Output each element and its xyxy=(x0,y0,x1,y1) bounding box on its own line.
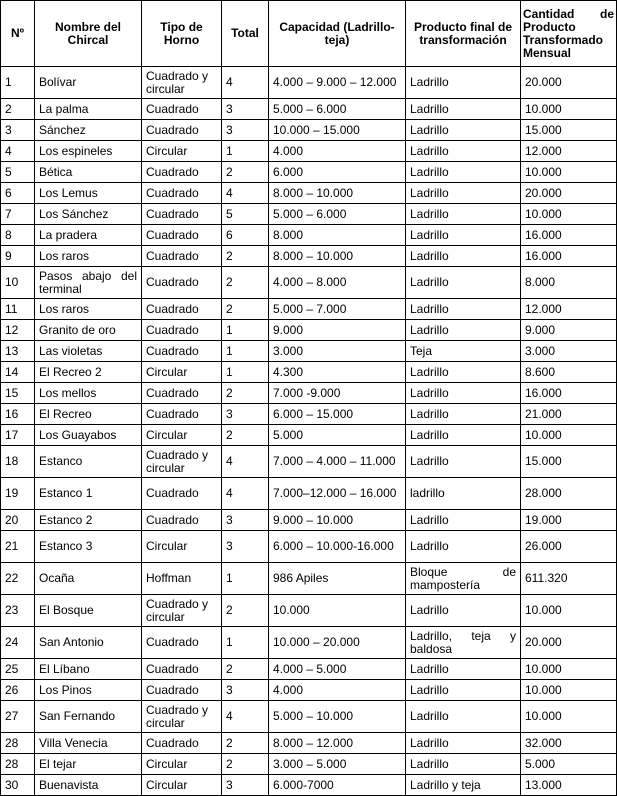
cell-capacidad: 9.000 xyxy=(269,320,406,341)
cell-numero: 27 xyxy=(1,701,35,733)
table-row xyxy=(1,680,617,701)
cell-total: 1 xyxy=(222,627,269,659)
cell-capacidad: 5.000 – 6.000 xyxy=(269,99,406,120)
cell-capacidad: 10.000 xyxy=(269,595,406,627)
cell-cantidad: 10.000 xyxy=(521,425,617,446)
cell-cantidad: 32.000 xyxy=(521,733,617,754)
cell-numero: 18 xyxy=(1,446,35,478)
cell-tipo-horno: Cuadrado y circular xyxy=(142,67,222,99)
cell-tipo-horno: Cuadrado xyxy=(142,162,222,183)
cell-tipo-horno: Cuadrado xyxy=(142,680,222,701)
cell-total: 3 xyxy=(222,531,269,563)
cell-nombre: Los Pinos xyxy=(35,680,142,701)
cell-nombre: Bolívar xyxy=(35,67,142,99)
cell-capacidad: 10.000 – 15.000 xyxy=(269,120,406,141)
cell-producto: Ladrillo xyxy=(406,531,521,563)
cell-tipo-horno: Cuadrado xyxy=(142,659,222,680)
table-row xyxy=(1,775,617,796)
cell-total: 2 xyxy=(222,754,269,775)
header-numero: Nº xyxy=(1,1,35,67)
cell-capacidad: 5.000 – 10.000 xyxy=(269,701,406,733)
cell-tipo-horno: Cuadrado xyxy=(142,204,222,225)
cell-capacidad: 4.000 xyxy=(269,141,406,162)
cell-total: 2 xyxy=(222,162,269,183)
cell-numero: 22 xyxy=(1,563,35,595)
cell-capacidad: 4.000 xyxy=(269,680,406,701)
cell-numero: 11 xyxy=(1,299,35,320)
cell-tipo-horno: Cuadrado y circular xyxy=(142,446,222,478)
cell-cantidad: 8.600 xyxy=(521,362,617,383)
cell-total: 3 xyxy=(222,99,269,120)
cell-numero: 7 xyxy=(1,204,35,225)
cell-tipo-horno: Circular xyxy=(142,754,222,775)
cell-producto: Ladrillo xyxy=(406,701,521,733)
cell-total: 2 xyxy=(222,383,269,404)
cell-producto: Ladrillo xyxy=(406,659,521,680)
cell-nombre: Estanco 1 xyxy=(35,478,142,510)
cell-producto: Ladrillo xyxy=(406,246,521,267)
cell-capacidad: 4.000 – 8.000 xyxy=(269,267,406,299)
cell-tipo-horno: Hoffman xyxy=(142,563,222,595)
cell-nombre: Los raros xyxy=(35,299,142,320)
cell-numero: 6 xyxy=(1,183,35,204)
cell-nombre: El Recreo xyxy=(35,404,142,425)
table-row xyxy=(1,754,617,775)
cell-total: 3 xyxy=(222,775,269,796)
cell-tipo-horno: Circular xyxy=(142,775,222,796)
cell-cantidad: 13.000 xyxy=(521,775,617,796)
cell-nombre: El tejar xyxy=(35,754,142,775)
cell-numero: 26 xyxy=(1,680,35,701)
cell-total: 3 xyxy=(222,404,269,425)
cell-capacidad: 4.300 xyxy=(269,362,406,383)
cell-tipo-horno: Cuadrado xyxy=(142,627,222,659)
cell-producto: Ladrillo xyxy=(406,425,521,446)
cell-total: 6 xyxy=(222,225,269,246)
cell-tipo-horno: Cuadrado xyxy=(142,183,222,204)
cell-total: 3 xyxy=(222,680,269,701)
cell-tipo-horno: Cuadrado xyxy=(142,404,222,425)
cell-cantidad: 16.000 xyxy=(521,246,617,267)
cell-numero: 5 xyxy=(1,162,35,183)
cell-total: 1 xyxy=(222,320,269,341)
cell-numero: 2 xyxy=(1,99,35,120)
cell-numero: 21 xyxy=(1,531,35,563)
cell-capacidad: 4.000 – 9.000 – 12.000 xyxy=(269,67,406,99)
cell-numero: 14 xyxy=(1,362,35,383)
cell-numero: 16 xyxy=(1,404,35,425)
cell-numero: 1 xyxy=(1,67,35,99)
cell-nombre: Bética xyxy=(35,162,142,183)
table-row xyxy=(1,246,617,267)
cell-total: 2 xyxy=(222,425,269,446)
cell-cantidad: 21.000 xyxy=(521,404,617,425)
header-cantidad: Cantidad de Producto Transformado Mensual xyxy=(521,1,617,67)
cell-total: 4 xyxy=(222,446,269,478)
table-row xyxy=(1,733,617,754)
cell-tipo-horno: Cuadrado y circular xyxy=(142,701,222,733)
cell-capacidad: 3.000 – 5.000 xyxy=(269,754,406,775)
cell-numero: 28 xyxy=(1,754,35,775)
cell-cantidad: 15.000 xyxy=(521,446,617,478)
cell-total: 2 xyxy=(222,299,269,320)
cell-numero: 24 xyxy=(1,627,35,659)
cell-producto: ladrillo xyxy=(406,478,521,510)
cell-producto: Ladrillo xyxy=(406,67,521,99)
cell-numero: 15 xyxy=(1,383,35,404)
cell-capacidad: 6.000 – 15.000 xyxy=(269,404,406,425)
cell-nombre: Granito de oro xyxy=(35,320,142,341)
cell-cantidad: 20.000 xyxy=(521,183,617,204)
cell-nombre: Estanco xyxy=(35,446,142,478)
table-row xyxy=(1,162,617,183)
cell-cantidad: 20.000 xyxy=(521,67,617,99)
header-tipo-horno: Tipo de Horno xyxy=(142,1,222,67)
cell-capacidad: 8.000 – 12.000 xyxy=(269,733,406,754)
cell-cantidad: 15.000 xyxy=(521,120,617,141)
cell-capacidad: 6.000 – 10.000-16.000 xyxy=(269,531,406,563)
header-total: Total xyxy=(222,1,269,67)
cell-nombre: Los Lemus xyxy=(35,183,142,204)
table-row xyxy=(1,627,617,659)
cell-cantidad: 16.000 xyxy=(521,383,617,404)
cell-nombre: San Antonio xyxy=(35,627,142,659)
cell-producto: Ladrillo xyxy=(406,510,521,531)
cell-producto: Ladrillo xyxy=(406,162,521,183)
cell-producto: Ladrillo, teja y baldosa xyxy=(406,627,521,659)
cell-producto: Ladrillo xyxy=(406,320,521,341)
cell-total: 5 xyxy=(222,204,269,225)
table-row xyxy=(1,383,617,404)
cell-capacidad: 4.000 – 5.000 xyxy=(269,659,406,680)
cell-capacidad: 8.000 – 10.000 xyxy=(269,183,406,204)
cell-tipo-horno: Circular xyxy=(142,425,222,446)
cell-producto: Teja xyxy=(406,341,521,362)
table-header-row xyxy=(1,1,617,67)
cell-nombre: Ocaña xyxy=(35,563,142,595)
cell-producto: Ladrillo xyxy=(406,183,521,204)
cell-cantidad: 20.000 xyxy=(521,627,617,659)
cell-numero: 8 xyxy=(1,225,35,246)
cell-nombre: Estanco 3 xyxy=(35,531,142,563)
cell-total: 3 xyxy=(222,120,269,141)
cell-capacidad: 8.000 – 10.000 xyxy=(269,246,406,267)
table-row xyxy=(1,204,617,225)
cell-numero: 3 xyxy=(1,120,35,141)
cell-numero: 30 xyxy=(1,775,35,796)
table-row xyxy=(1,531,617,563)
cell-nombre: Las violetas xyxy=(35,341,142,362)
cell-total: 4 xyxy=(222,183,269,204)
cell-capacidad: 7.000–12.000 – 16.000 xyxy=(269,478,406,510)
cell-numero: 23 xyxy=(1,595,35,627)
cell-producto: Ladrillo xyxy=(406,404,521,425)
cell-capacidad: 5.000 – 7.000 xyxy=(269,299,406,320)
cell-total: 2 xyxy=(222,595,269,627)
cell-nombre: Sánchez xyxy=(35,120,142,141)
cell-nombre: Los mellos xyxy=(35,383,142,404)
cell-nombre: Buenavista xyxy=(35,775,142,796)
table-row xyxy=(1,225,617,246)
cell-numero: 20 xyxy=(1,510,35,531)
cell-capacidad: 6.000-7000 xyxy=(269,775,406,796)
cell-producto: Bloque de mampostería xyxy=(406,563,521,595)
table-row xyxy=(1,341,617,362)
cell-total: 2 xyxy=(222,246,269,267)
cell-nombre: Los Sánchez xyxy=(35,204,142,225)
table-row xyxy=(1,404,617,425)
cell-nombre: La palma xyxy=(35,99,142,120)
cell-tipo-horno: Cuadrado xyxy=(142,246,222,267)
cell-producto: Ladrillo y teja xyxy=(406,775,521,796)
cell-cantidad: 611.320 xyxy=(521,563,617,595)
cell-tipo-horno: Cuadrado xyxy=(142,267,222,299)
table-row xyxy=(1,478,617,510)
cell-nombre: Los raros xyxy=(35,246,142,267)
cell-producto: Ladrillo xyxy=(406,299,521,320)
cell-tipo-horno: Cuadrado xyxy=(142,299,222,320)
cell-total: 2 xyxy=(222,733,269,754)
table-row xyxy=(1,659,617,680)
cell-numero: 10 xyxy=(1,267,35,299)
cell-tipo-horno: Cuadrado y circular xyxy=(142,595,222,627)
cell-cantidad: 8.000 xyxy=(521,267,617,299)
cell-cantidad: 10.000 xyxy=(521,659,617,680)
cell-nombre: Los Guayabos xyxy=(35,425,142,446)
cell-total: 2 xyxy=(222,267,269,299)
cell-cantidad: 12.000 xyxy=(521,299,617,320)
cell-capacidad: 5.000 xyxy=(269,425,406,446)
cell-capacidad: 8.000 xyxy=(269,225,406,246)
header-nombre: Nombre del Chircal xyxy=(35,1,142,67)
table-row xyxy=(1,510,617,531)
cell-tipo-horno: Cuadrado xyxy=(142,225,222,246)
cell-cantidad: 10.000 xyxy=(521,204,617,225)
header-capacidad: Capacidad (Ladrillo-teja) xyxy=(269,1,406,67)
cell-total: 4 xyxy=(222,701,269,733)
cell-capacidad: 5.000 – 6.000 xyxy=(269,204,406,225)
table-row xyxy=(1,99,617,120)
cell-tipo-horno: Cuadrado xyxy=(142,478,222,510)
cell-numero: 28 xyxy=(1,733,35,754)
cell-capacidad: 6.000 xyxy=(269,162,406,183)
cell-cantidad: 16.000 xyxy=(521,225,617,246)
cell-producto: Ladrillo xyxy=(406,446,521,478)
table-row xyxy=(1,595,617,627)
header-producto-final: Producto final de transformación xyxy=(406,1,521,67)
cell-total: 4 xyxy=(222,478,269,510)
cell-tipo-horno: Cuadrado xyxy=(142,320,222,341)
cell-capacidad: 10.000 – 20.000 xyxy=(269,627,406,659)
table-row xyxy=(1,701,617,733)
cell-cantidad: 10.000 xyxy=(521,99,617,120)
cell-nombre: El Bosque xyxy=(35,595,142,627)
cell-numero: 13 xyxy=(1,341,35,362)
cell-cantidad: 10.000 xyxy=(521,162,617,183)
cell-producto: Ladrillo xyxy=(406,204,521,225)
cell-nombre: San Fernando xyxy=(35,701,142,733)
table-body xyxy=(1,67,617,796)
cell-total: 1 xyxy=(222,563,269,595)
cell-producto: Ladrillo xyxy=(406,225,521,246)
cell-numero: 9 xyxy=(1,246,35,267)
cell-capacidad: 7.000 – 4.000 – 11.000 xyxy=(269,446,406,478)
table-row xyxy=(1,425,617,446)
cell-numero: 19 xyxy=(1,478,35,510)
cell-cantidad: 10.000 xyxy=(521,595,617,627)
table-row xyxy=(1,267,617,299)
cell-producto: Ladrillo xyxy=(406,120,521,141)
cell-cantidad: 10.000 xyxy=(521,701,617,733)
table-row xyxy=(1,320,617,341)
cell-capacidad: 9.000 – 10.000 xyxy=(269,510,406,531)
cell-numero: 4 xyxy=(1,141,35,162)
cell-numero: 17 xyxy=(1,425,35,446)
cell-tipo-horno: Cuadrado xyxy=(142,341,222,362)
cell-cantidad: 12.000 xyxy=(521,141,617,162)
table-row xyxy=(1,67,617,99)
cell-tipo-horno: Cuadrado xyxy=(142,733,222,754)
cell-tipo-horno: Cuadrado xyxy=(142,383,222,404)
cell-capacidad: 3.000 xyxy=(269,341,406,362)
cell-cantidad: 9.000 xyxy=(521,320,617,341)
cell-nombre: El Recreo 2 xyxy=(35,362,142,383)
cell-tipo-horno: Cuadrado xyxy=(142,99,222,120)
cell-numero: 25 xyxy=(1,659,35,680)
table-row xyxy=(1,141,617,162)
cell-producto: Ladrillo xyxy=(406,362,521,383)
cell-tipo-horno: Cuadrado xyxy=(142,510,222,531)
cell-total: 2 xyxy=(222,659,269,680)
cell-total: 3 xyxy=(222,510,269,531)
cell-total: 1 xyxy=(222,141,269,162)
cell-nombre: Pasos abajo del terminal xyxy=(35,267,142,299)
table-row xyxy=(1,362,617,383)
cell-producto: Ladrillo xyxy=(406,383,521,404)
cell-nombre: El Líbano xyxy=(35,659,142,680)
cell-producto: Ladrillo xyxy=(406,733,521,754)
cell-cantidad: 28.000 xyxy=(521,478,617,510)
cell-tipo-horno: Circular xyxy=(142,531,222,563)
cell-producto: Ladrillo xyxy=(406,141,521,162)
table-row xyxy=(1,446,617,478)
cell-nombre: La pradera xyxy=(35,225,142,246)
cell-producto: Ladrillo xyxy=(406,99,521,120)
cell-nombre: Los espineles xyxy=(35,141,142,162)
cell-tipo-horno: Cuadrado xyxy=(142,120,222,141)
cell-capacidad: 7.000 -9.000 xyxy=(269,383,406,404)
table-row xyxy=(1,183,617,204)
cell-cantidad: 5.000 xyxy=(521,754,617,775)
cell-cantidad: 26.000 xyxy=(521,531,617,563)
cell-producto: Ladrillo xyxy=(406,267,521,299)
table-row xyxy=(1,563,617,595)
cell-total: 1 xyxy=(222,341,269,362)
cell-producto: Ladrillo xyxy=(406,680,521,701)
cell-total: 1 xyxy=(222,362,269,383)
cell-cantidad: 3.000 xyxy=(521,341,617,362)
cell-capacidad: 986 Apiles xyxy=(269,563,406,595)
cell-producto: Ladrillo xyxy=(406,754,521,775)
cell-numero: 12 xyxy=(1,320,35,341)
cell-tipo-horno: Circular xyxy=(142,141,222,162)
cell-total: 4 xyxy=(222,67,269,99)
cell-cantidad: 10.000 xyxy=(521,680,617,701)
cell-nombre: Villa Venecia xyxy=(35,733,142,754)
cell-cantidad: 19.000 xyxy=(521,510,617,531)
table-row xyxy=(1,299,617,320)
cell-nombre: Estanco 2 xyxy=(35,510,142,531)
table-row xyxy=(1,120,617,141)
cell-producto: Ladrillo xyxy=(406,595,521,627)
cell-tipo-horno: Circular xyxy=(142,362,222,383)
